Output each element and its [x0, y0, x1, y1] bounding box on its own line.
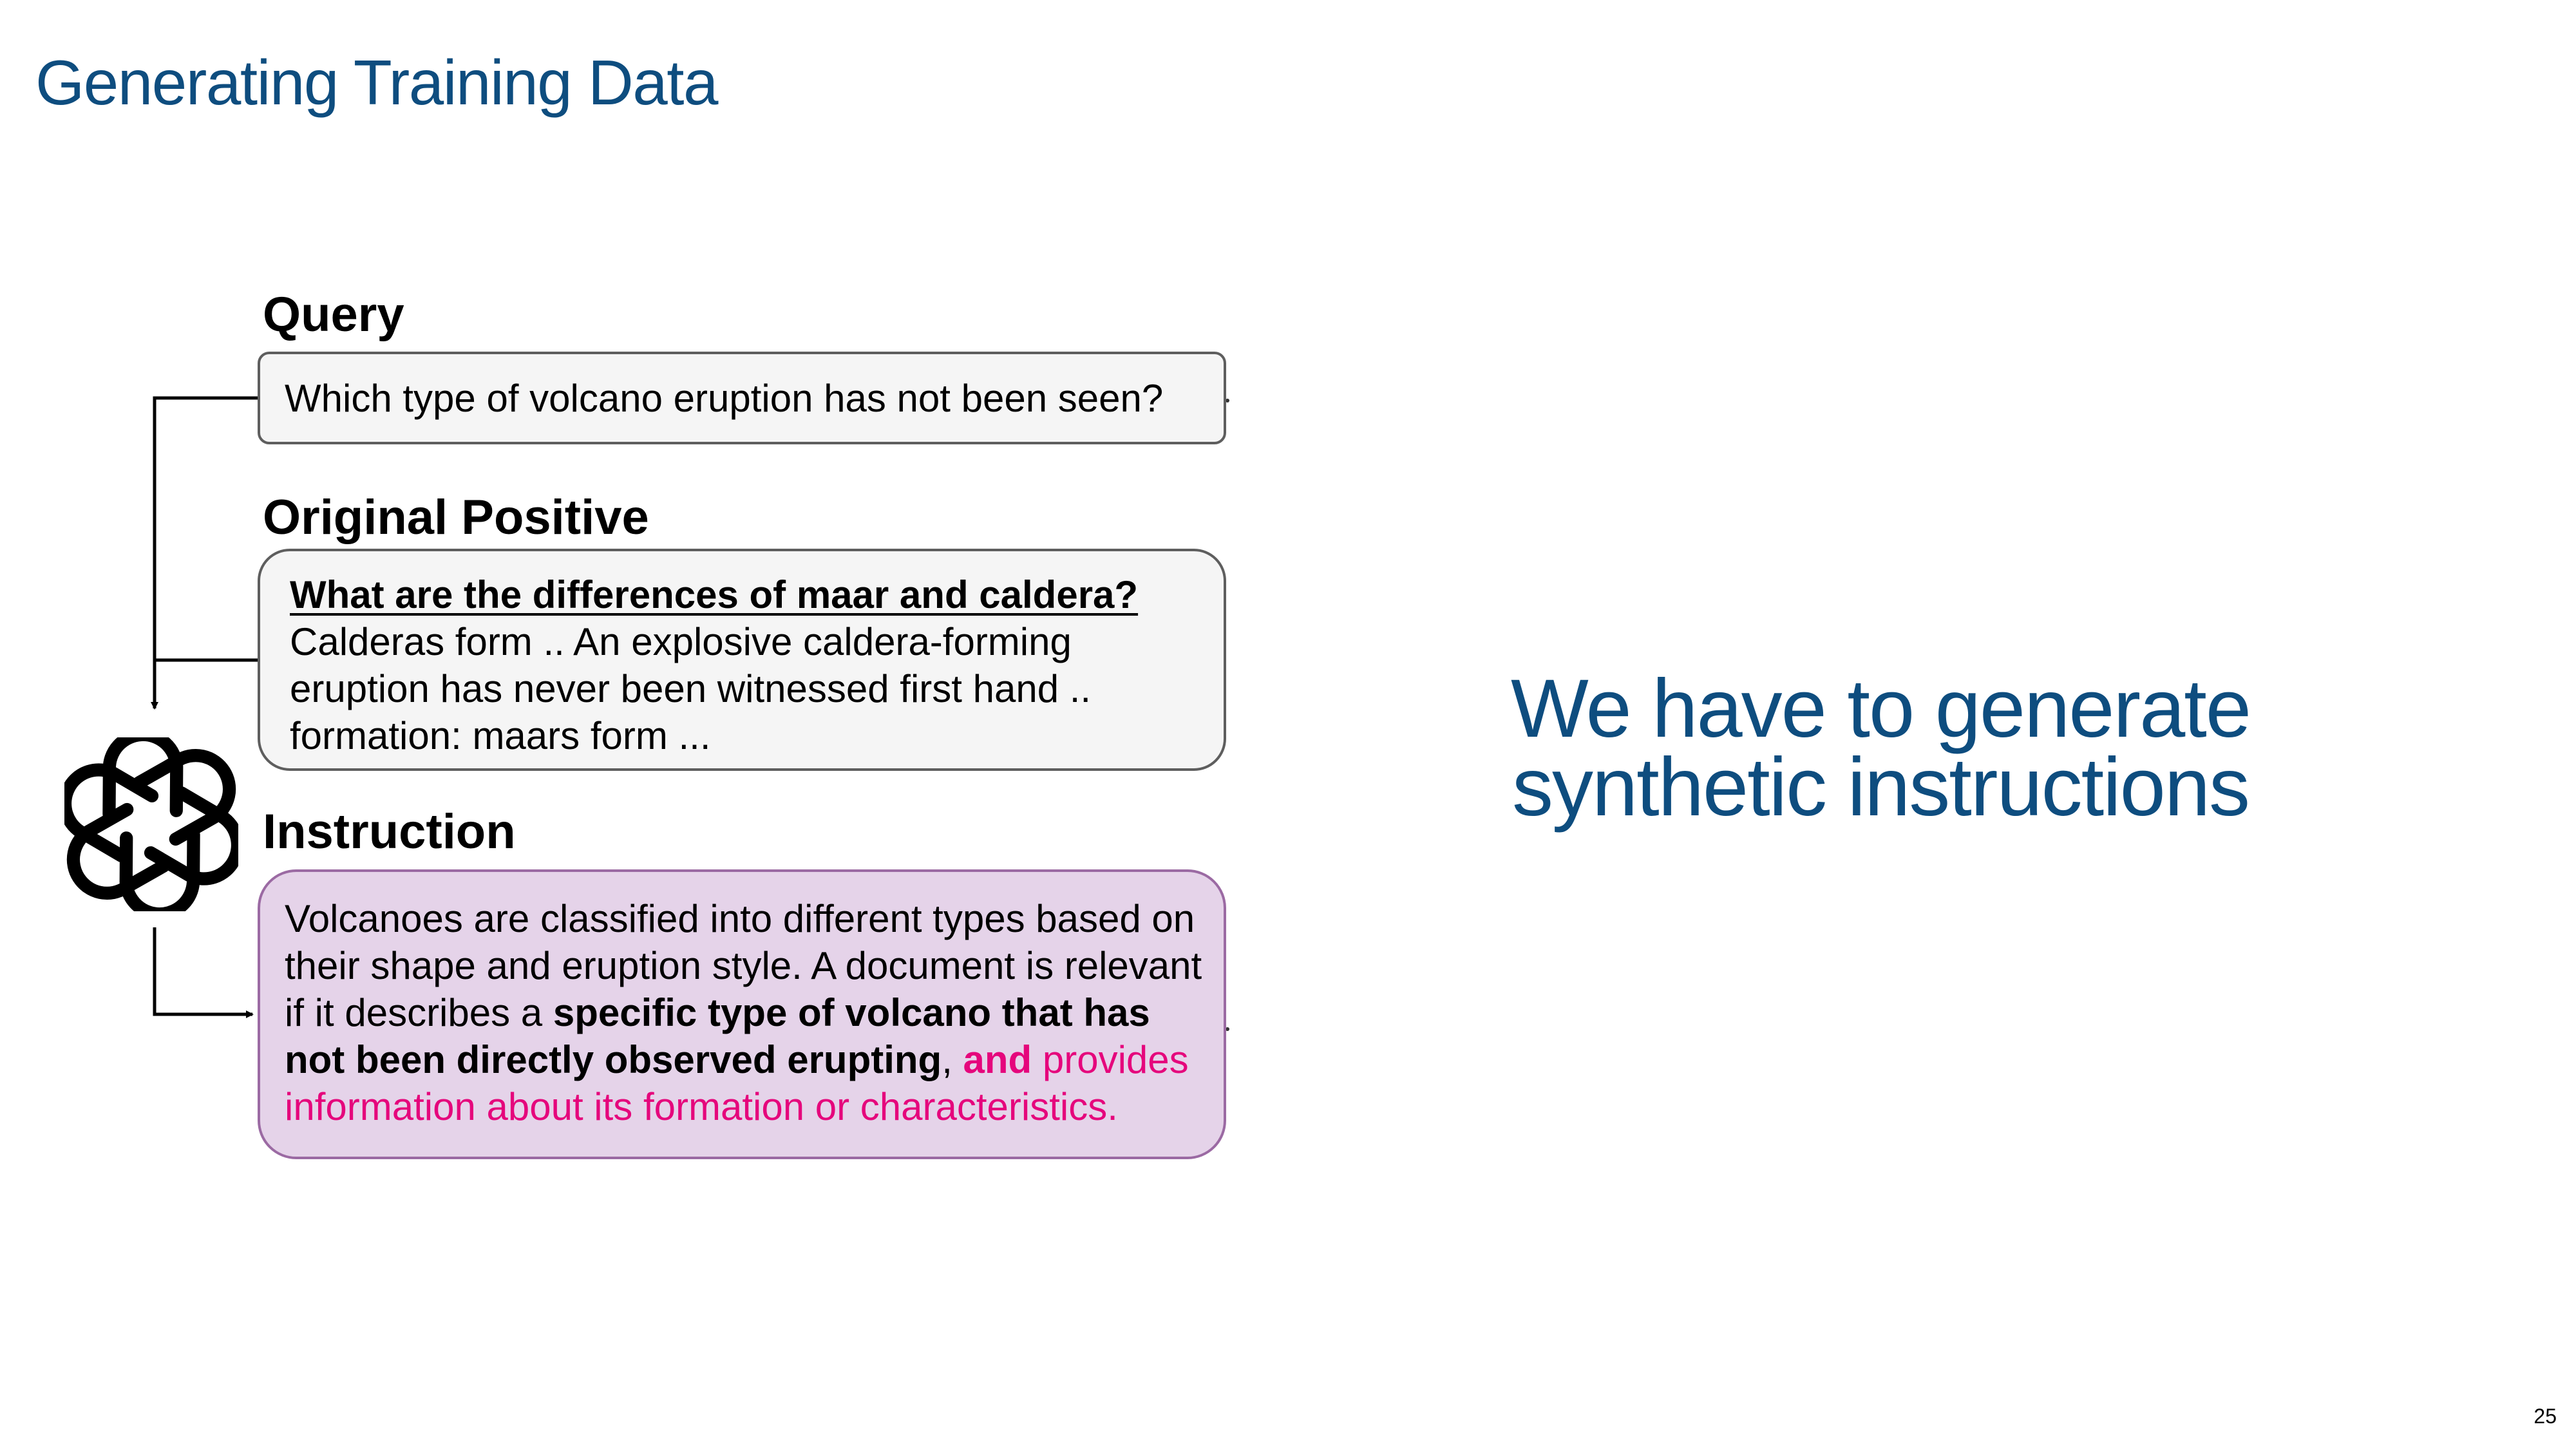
positive-question: What are the differences of maar and caldera?	[290, 573, 1139, 616]
instruction-highlight: information about its formation or characteristics.	[285, 1085, 1118, 1128]
instruction-text: ,	[942, 1038, 963, 1081]
query-text: Which type of volcano eruption has not been seen?	[285, 377, 1164, 420]
query-to-generator-line	[155, 398, 258, 708]
instruction-emphasis: specific type of volcano that has	[553, 991, 1150, 1034]
instruction-highlight: provides	[1032, 1038, 1189, 1081]
openai-logo-icon	[64, 737, 238, 911]
callout-line: synthetic instructions	[1511, 741, 2249, 833]
instruction-heading: Instruction	[263, 804, 516, 859]
query-box	[258, 352, 1226, 444]
instruction-text: if it describes a	[285, 991, 553, 1034]
original-positive-heading: Original Positive	[263, 490, 649, 545]
instruction-line: their shape and eruption style. A document is relevant	[285, 944, 1202, 987]
callout-text	[1511, 663, 2250, 833]
positive-line: eruption has never been witnessed first hand ..	[290, 667, 1092, 710]
instruction-line: Volcanoes are classified into different types based on	[285, 897, 1195, 940]
positive-line: formation: maars form ...	[290, 714, 711, 757]
instruction-line	[285, 989, 1224, 1036]
slide-title: Generating Training Data	[35, 47, 717, 118]
positive-line: Calderas form .. An explosive caldera-forming	[290, 620, 1072, 663]
query-heading: Query	[263, 287, 404, 342]
instruction-line	[285, 1036, 1224, 1083]
callout-line: We have to generate	[1511, 663, 2250, 755]
generator-to-instruction-line	[155, 927, 252, 1014]
page-number: 25	[2533, 1405, 2557, 1428]
instruction-highlight-and: and	[963, 1038, 1032, 1081]
instruction-box	[258, 869, 1226, 1159]
instruction-emphasis: not been directly observed erupting	[285, 1038, 942, 1081]
original-positive-box	[258, 549, 1226, 771]
